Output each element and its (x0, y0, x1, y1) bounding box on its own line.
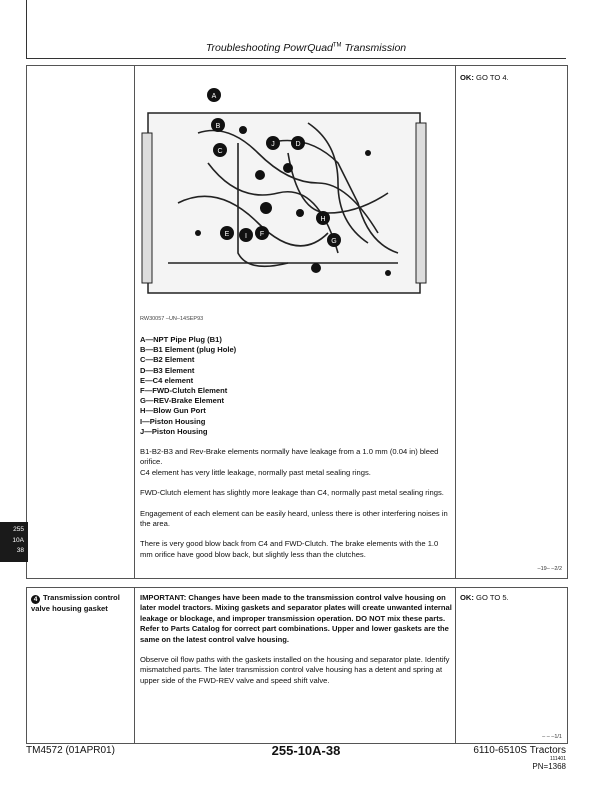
legend-item: B—B1 Element (plug Hole) (140, 345, 237, 355)
tab-line: 255 (13, 526, 24, 533)
legend-item: F—FWD-Clutch Element (140, 386, 228, 396)
step-4-body (140, 593, 452, 686)
footer-code: 111401 (550, 756, 566, 762)
callout-f (255, 226, 269, 240)
step-3-body (140, 447, 450, 560)
figure-id: RW30057 –UN–14SEP93 (140, 316, 204, 322)
legend-item: H—Blow Gun Port (140, 406, 206, 416)
callout-h (316, 211, 330, 225)
result-text: GO TO 5. (473, 593, 509, 602)
column-divider (455, 66, 456, 578)
step-4-result (460, 593, 509, 603)
legend-item: G—REV-Brake Element (140, 396, 224, 406)
valve-housing-figure (138, 83, 428, 305)
paragraph: FWD-Clutch element has slightly more leakage than C4, normally past metal sealing rings. (140, 488, 444, 498)
callout-a (207, 88, 221, 102)
header-title-end: Transmission (341, 42, 407, 54)
column-divider (455, 588, 456, 743)
svg-text:C: C (217, 148, 223, 155)
figure-legend (140, 335, 236, 437)
step-title-text: Transmission control valve housing gasket (31, 593, 120, 613)
svg-text:G: G (331, 238, 337, 245)
footer-right (473, 745, 566, 771)
legend-item: A—NPT Pipe Plug (B1) (140, 335, 222, 344)
legend-item: C—B2 Element (140, 355, 195, 365)
footer-manual-id: TM4572 (01APR01) (26, 745, 115, 756)
step-3-result (460, 73, 509, 83)
tab-line: 10A (12, 536, 24, 544)
header-title: Troubleshooting PowrQuad (205, 42, 333, 54)
svg-text:B: B (215, 123, 221, 130)
paragraph: C4 element has very little leakage, normally past metal sealing rings. (140, 467, 371, 477)
ok-label: OK: (460, 593, 474, 602)
important-note: IMPORTANT: Changes have been made to the transmission control valve housing on later model tractors. Mixing gaskets and separator plates will create unwanted internal leakage or blockage, and improper transmission operation. DO NOT mix these parts. Refer to Parts Catalog for correct part combinations. Upper and lower gaskets are the same on the latest control valve housing. (140, 593, 452, 644)
footer-page-number: 255-10A-38 (271, 743, 341, 758)
callout-j (266, 136, 280, 150)
callout-d (291, 136, 305, 150)
svg-text:J: J (271, 141, 275, 148)
callout-b (211, 118, 225, 132)
ok-label: OK: (460, 73, 474, 82)
svg-text:A: A (211, 93, 217, 100)
column-divider (134, 588, 135, 743)
page-header (0, 42, 612, 54)
page-mark: – – –1/1 (542, 734, 562, 740)
paragraph: Observe oil flow paths with the gaskets installed on the housing and separator plate. Identify mismatched parts. The later transmission control valve housing has a detent and spring at upper side of the FWD-REV valve and speed shift valve. (140, 655, 450, 685)
trademark: TM (332, 42, 342, 49)
svg-text:E: E (224, 231, 230, 238)
svg-text:H: H (320, 216, 326, 223)
page-mark: –19– –2/2 (537, 566, 562, 572)
footer-model: 6110-6510S Tractors (473, 745, 566, 756)
svg-text:D: D (295, 141, 301, 148)
result-text: GO TO 4. (473, 73, 509, 82)
callout-g (327, 233, 341, 247)
callout-i (239, 228, 253, 242)
step-number-icon: 4 (31, 595, 40, 604)
legend-item: J—Piston Housing (140, 426, 208, 436)
callout-c (213, 143, 227, 157)
legend-item: E—C4 element (140, 375, 194, 385)
paragraph: There is very good blow back from C4 and FWD-Clutch. The brake elements with the 1.0 mm orifice have good blow back, but slightly less than the clutches. (140, 539, 439, 559)
column-divider (134, 66, 135, 578)
header-rule (26, 58, 566, 59)
legend-item: D—B3 Element (140, 365, 195, 375)
section-tab (0, 522, 28, 562)
paragraph: B1-B2-B3 and Rev-Brake elements normally have leakage from a 1.0 mm (0.04 in) bleed orifice. (140, 447, 439, 467)
svg-text:I: I (245, 233, 247, 240)
svg-text:F: F (259, 231, 265, 238)
step-4-title (31, 593, 131, 614)
legend-item: I—Piston Housing (140, 416, 206, 426)
callout-e (220, 226, 234, 240)
tab-line: 38 (16, 547, 24, 554)
paragraph: Engagement of each element can be easily heard, unless there is other interfering noises in the area. (140, 508, 448, 529)
footer-pn: PN=1368 (532, 762, 566, 771)
